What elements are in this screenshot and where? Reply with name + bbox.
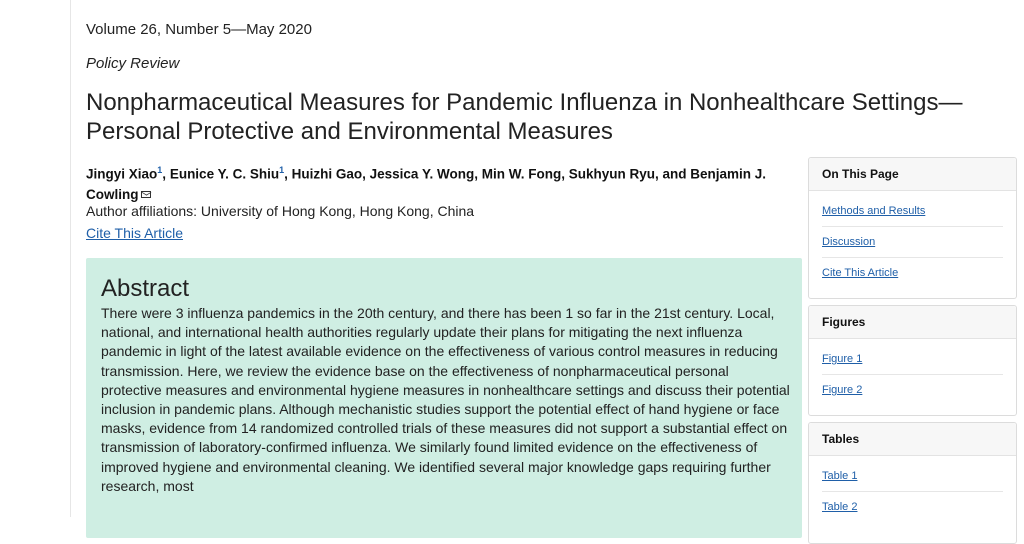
article-section-type: Policy Review: [86, 55, 180, 72]
abstract-box: [86, 258, 802, 538]
envelope-icon[interactable]: [141, 191, 151, 198]
author-name[interactable]: Jessica Y. Wong: [369, 166, 475, 182]
page-left-rule: [70, 0, 71, 517]
author-name[interactable]: Jingyi Xiao: [86, 166, 158, 182]
author-affiliations: Author affiliations: University of Hong Kong, Hong Kong, China: [86, 203, 475, 219]
panel-heading: Figures: [809, 306, 1016, 339]
tables-panel: [808, 422, 1017, 544]
author-name[interactable]: Min W. Fong: [481, 166, 562, 182]
abstract-heading: Abstract: [101, 275, 190, 302]
author-name[interactable]: Benjamin J. Cowling: [86, 166, 767, 202]
panel-heading: On This Page: [809, 158, 1016, 191]
on-this-page-panel: [808, 157, 1017, 299]
sidebar-link-methods-and-results[interactable]: Methods and Results: [822, 196, 1003, 227]
author-affiliation-marker[interactable]: 1: [279, 165, 285, 175]
figures-panel: [808, 305, 1017, 416]
author-name[interactable]: Eunice Y. C. Shiu: [169, 166, 280, 182]
sidebar-link-figure-1[interactable]: Figure 1: [822, 344, 1003, 375]
panel-heading: Tables: [809, 423, 1016, 456]
sidebar-link-table-1[interactable]: Table 1: [822, 461, 1003, 492]
cite-this-article-link[interactable]: Cite This Article: [86, 225, 183, 241]
sidebar-link-table-2[interactable]: Table 2: [822, 501, 858, 513]
author-affiliation-marker[interactable]: 1: [157, 165, 163, 175]
sidebar-link-cite-this-article[interactable]: Cite This Article: [822, 267, 899, 279]
abstract-text: There were 3 influenza pandemics in the 20th century, and there has been 1 so far in the 21st century. Local, national, and international health authorities regularly update their plans for mitigating the next influenza pandemic in light of the latest available evidence on the effectiveness of various control measures in reducing transmission. Here, we review the evidence base on the effectiveness of nonpharmaceutical personal protective measures and environmental hygiene measures in nonhealthcare settings and discuss their potential inclusion in pandemic plans. Although mechanistic studies support the potential effect of hand hygiene or face masks, evidence from 14 randomized controlled trials of these measures did not support a substantial effect on transmission of laboratory-confirmed influenza. We similarly found limited evidence on the effectiveness of improved hygiene and environmental cleaning. We identified several major knowledge gaps requiring further research, most: [101, 305, 790, 494]
author-name[interactable]: Sukhyun Ryu: [568, 166, 655, 182]
author-list: Jingyi Xiao$^1$, Eunice Y. C. Shiu$^1$, Huizhi Gao, Jessica Y. Wong, Min W. Fong, Sukhyun Ryu, and Benjamin J. Cowling: [86, 165, 767, 202]
author-name[interactable]: Huizhi Gao: [291, 166, 363, 182]
sidebar-link-discussion[interactable]: Discussion: [822, 227, 1003, 258]
sidebar-link-figure-2[interactable]: Figure 2: [822, 384, 863, 396]
article-title: Nonpharmaceutical Measures for Pandemic Influenza in Nonhealthcare Settings—Personal Protective and Environmental Measures: [86, 89, 963, 145]
issue-info: Volume 26, Number 5—May 2020: [86, 21, 312, 38]
